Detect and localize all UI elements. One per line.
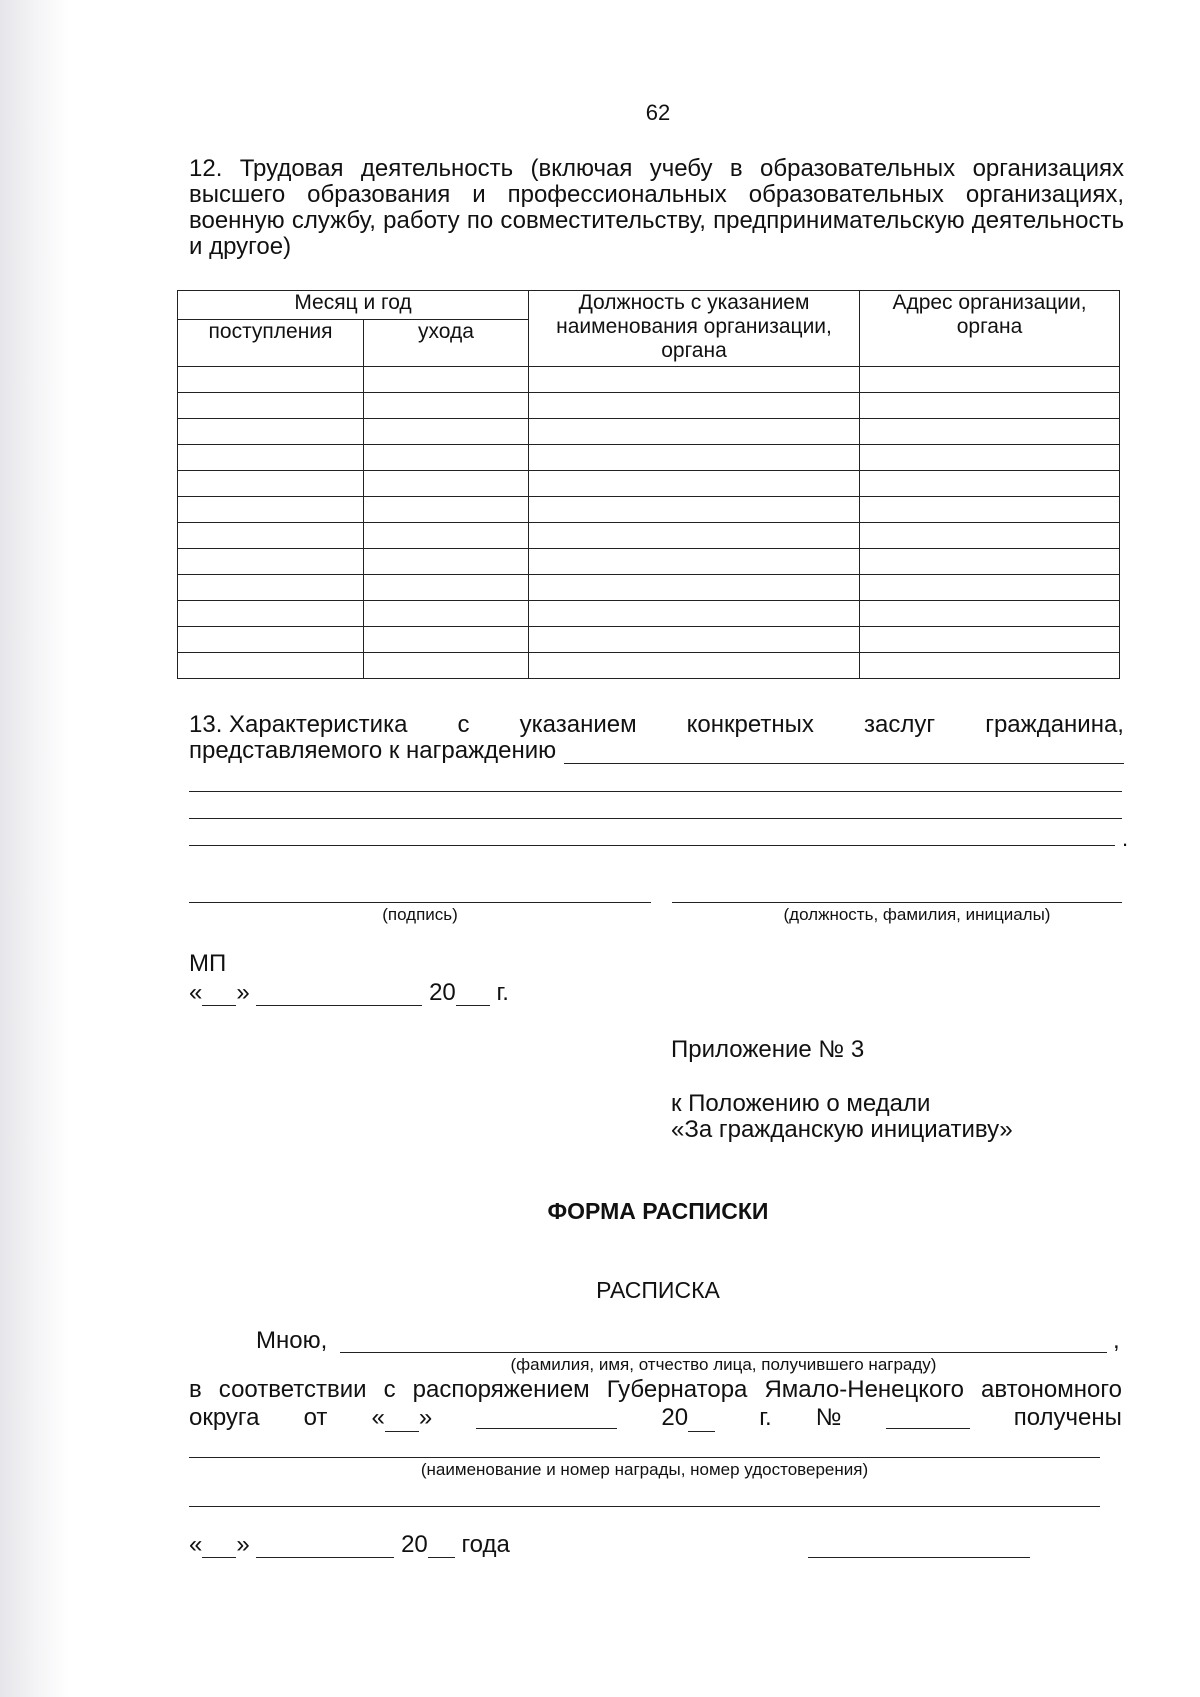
table-cell[interactable] [529, 471, 860, 497]
table-cell[interactable] [860, 367, 1120, 393]
table-row [178, 523, 1120, 549]
receipt-title: РАСПИСКА [596, 1277, 720, 1303]
table-cell[interactable] [860, 575, 1120, 601]
table-row [178, 627, 1120, 653]
table-cell[interactable] [529, 445, 860, 471]
page-number: 62 [645, 100, 671, 125]
table-row [178, 575, 1120, 601]
final-day-blank[interactable] [202, 1535, 236, 1558]
order-year [661, 1404, 715, 1432]
section-13 [189, 712, 1124, 764]
table-cell[interactable] [178, 523, 364, 549]
signature-line[interactable] [189, 902, 651, 903]
receipt-word: автономного [981, 1376, 1122, 1403]
table-cell[interactable] [860, 549, 1120, 575]
okruga: округа [189, 1404, 260, 1431]
table-cell[interactable] [529, 627, 860, 653]
section-12-text: 12. Трудовая деятельность (включая учебу в образовательных организациях высшего образования и профессиональных образовательных организациях, военную службу, работу по совместительству, предпринимательскую деятельность и другое) [189, 155, 1124, 260]
quote-open: « [371, 1404, 385, 1431]
table-cell[interactable] [529, 549, 860, 575]
section-13-word: заслуг [864, 711, 936, 738]
table-cell[interactable] [178, 627, 364, 653]
characteristic-line[interactable] [189, 791, 1122, 792]
table-cell[interactable] [860, 497, 1120, 523]
polucheny: получены [1013, 1404, 1122, 1431]
table-cell[interactable] [364, 419, 529, 445]
table-cell[interactable] [178, 575, 364, 601]
final-month-blank[interactable] [256, 1535, 394, 1558]
table-row [178, 419, 1120, 445]
form-title: ФОРМА РАСПИСКИ [547, 1198, 769, 1224]
table-row [178, 497, 1120, 523]
table-cell[interactable] [178, 601, 364, 627]
table-cell[interactable] [529, 497, 860, 523]
table-cell[interactable] [529, 653, 860, 679]
year-prefix: 20 [429, 979, 456, 1006]
end-dot: . [1122, 826, 1129, 851]
final-date-line [189, 1532, 510, 1558]
goda: года [461, 1531, 510, 1558]
table-cell[interactable] [178, 497, 364, 523]
appendix-line1: к Положению о медали [671, 1090, 931, 1117]
table-cell[interactable] [529, 367, 860, 393]
stamp-date-line [189, 980, 509, 1006]
award-line[interactable] [189, 1457, 1100, 1458]
scan-edge-shadow [0, 0, 70, 1697]
table-cell[interactable] [178, 653, 364, 679]
table-cell[interactable] [529, 523, 860, 549]
characteristic-line[interactable] [189, 818, 1122, 819]
table-cell[interactable] [364, 627, 529, 653]
characteristic-line[interactable] [189, 845, 1115, 846]
header-month-year: Месяц и год [178, 291, 529, 320]
table-cell[interactable] [860, 601, 1120, 627]
employment-table [177, 290, 1120, 679]
table-cell[interactable] [178, 445, 364, 471]
year-blank[interactable] [456, 983, 490, 1006]
header-position: Должность с указанием наименования организации, органа [529, 291, 860, 367]
table-cell[interactable] [364, 549, 529, 575]
recipient-name-caption: (фамилия, имя, отчество лица, получившего награду) [510, 1355, 937, 1374]
quote-close: » [418, 1404, 433, 1431]
table-cell[interactable] [860, 523, 1120, 549]
signature-caption: (подпись) [382, 905, 458, 924]
table-cell[interactable] [364, 367, 529, 393]
header-address: Адрес организации, органа [860, 291, 1120, 367]
receipt-word: соответствии [218, 1376, 367, 1403]
table-cell[interactable] [860, 393, 1120, 419]
order-day-blank[interactable] [385, 1409, 419, 1432]
section-13-line2-text: представляемого к награждению [189, 737, 557, 764]
table-cell[interactable] [529, 575, 860, 601]
table-cell[interactable] [178, 549, 364, 575]
receipt-word: распоряжением [412, 1376, 590, 1403]
section-13-word: конкретных [686, 711, 814, 738]
table-empty-rows [178, 367, 1120, 679]
final-year-blank[interactable] [428, 1535, 455, 1558]
position-name-line[interactable] [672, 902, 1122, 903]
table-cell[interactable] [364, 601, 529, 627]
table-cell[interactable] [364, 497, 529, 523]
table-cell[interactable] [860, 627, 1120, 653]
table-cell[interactable] [364, 523, 529, 549]
mnoyu-label: Мною, [256, 1327, 328, 1354]
quote-open: « [189, 979, 203, 1006]
table-row [178, 445, 1120, 471]
receipt-text-line [189, 1376, 1122, 1404]
number-sign: № [815, 1404, 842, 1431]
table-row [178, 549, 1120, 575]
table-cell[interactable] [364, 471, 529, 497]
table-cell[interactable] [178, 471, 364, 497]
order-number-blank[interactable] [886, 1404, 970, 1429]
award-caption: (наименование и номер награды, номер удостоверения) [420, 1460, 869, 1479]
appendix-number: Приложение № 3 [671, 1036, 865, 1063]
section-13-line2 [189, 738, 1124, 764]
day-blank[interactable] [202, 983, 236, 1006]
table-row [178, 601, 1120, 627]
header-exit: ухода [364, 320, 529, 367]
table-cell[interactable] [364, 393, 529, 419]
year-prefix: 20 [661, 1404, 689, 1431]
table-cell[interactable] [364, 575, 529, 601]
section-13-word: указанием [519, 711, 637, 738]
order-month-blank[interactable] [476, 1404, 617, 1429]
table-cell[interactable] [860, 471, 1120, 497]
table-cell[interactable] [529, 601, 860, 627]
section-13-word: 13. Характеристика [189, 711, 408, 738]
receipt-word: в [189, 1376, 202, 1403]
table-cell[interactable] [529, 393, 860, 419]
table-row [178, 367, 1120, 393]
receipt-word: Губернатора [606, 1376, 748, 1403]
position-caption: (должность, фамилия, инициалы) [783, 905, 1051, 924]
receipt-signature-line[interactable] [808, 1557, 1030, 1558]
section-13-word: с [457, 711, 470, 738]
quote-close: » [236, 1531, 250, 1558]
quote-close: » [236, 979, 250, 1006]
section-13-word: гражданина, [985, 711, 1124, 738]
quote-open: « [189, 1531, 203, 1558]
month-blank[interactable] [256, 983, 422, 1006]
table-cell[interactable] [860, 419, 1120, 445]
appendix-line2: «За гражданскую инициативу» [671, 1116, 1013, 1143]
recipient-name-line[interactable] [340, 1352, 1107, 1353]
table-cell[interactable] [529, 419, 860, 445]
section-13-line1 [189, 712, 1124, 738]
g: г. [759, 1404, 772, 1431]
table-cell[interactable] [860, 445, 1120, 471]
characteristic-fill-line[interactable] [564, 739, 1124, 764]
receipt-word: Ямало-Ненецкого [764, 1376, 964, 1403]
ot: от [303, 1404, 328, 1431]
table-header-row [178, 291, 1120, 320]
header-entry: поступления [178, 320, 364, 367]
order-date-day [372, 1404, 433, 1432]
table-cell[interactable] [364, 445, 529, 471]
table-row [178, 393, 1120, 419]
table-row [178, 471, 1120, 497]
table-cell[interactable] [860, 653, 1120, 679]
receipt-word: с [383, 1376, 396, 1403]
order-year-blank[interactable] [688, 1409, 715, 1432]
table-row [178, 653, 1120, 679]
year-prefix: 20 [401, 1531, 428, 1558]
table-cell[interactable] [178, 393, 364, 419]
table-cell[interactable] [364, 653, 529, 679]
table-cell[interactable] [178, 367, 364, 393]
stamp-mp: МП [189, 950, 227, 977]
year-suffix: г. [496, 979, 509, 1006]
comma: , [1113, 1327, 1120, 1354]
award-line-2[interactable] [189, 1506, 1100, 1507]
receipt-okruga-line [189, 1404, 1122, 1432]
table-cell[interactable] [178, 419, 364, 445]
